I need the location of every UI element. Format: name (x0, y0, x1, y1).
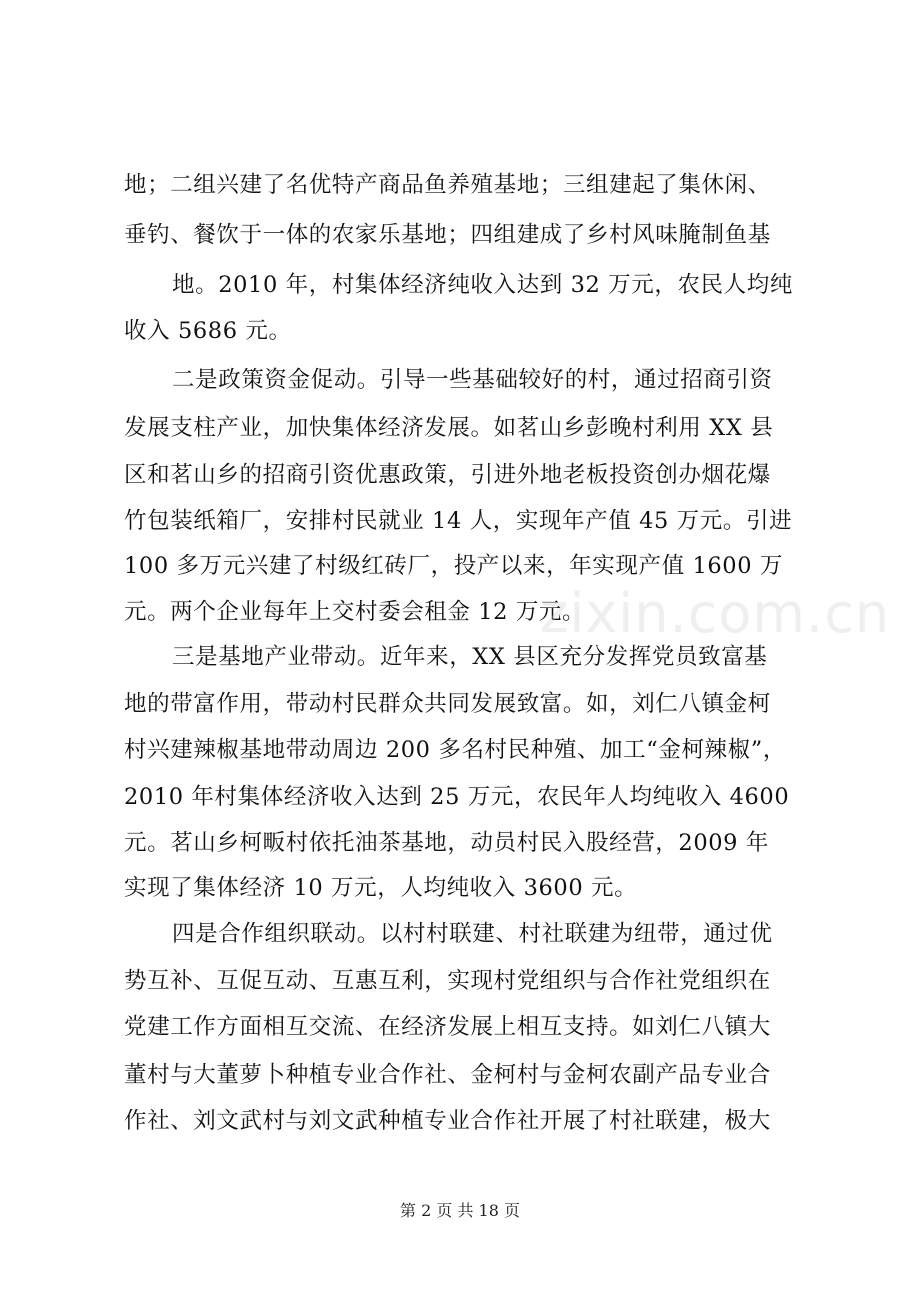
text-line: 区和茗山乡的招商引资优惠政策，引进外地老板投资创办烟花爆 (124, 462, 771, 488)
text-line: 实现了集体经济 10 万元，人均纯收入 3600 元。 (124, 875, 638, 901)
text-line: 竹包装纸箱厂，安排村民就业 14 人，实现年产值 45 万元。引进 (124, 508, 793, 534)
text-line: 董村与大董萝卜种植专业合作社、金柯村与金柯农副产品专业合 (124, 1062, 771, 1088)
text-line: 村兴建辣椒基地带动周边 200 多名村民种殖、加工“金柯辣椒”， (124, 737, 786, 763)
page-footer: 第 2 页 共 18 页 (400, 1201, 520, 1220)
text-line: 二是政策资金促动。引导一些基础较好的村，通过招商引资 (172, 367, 773, 393)
watermark: zixin.com.cn (540, 582, 891, 645)
text-line: 发展支柱产业，加快集体经济发展。如茗山乡彭晚村利用 XX 县 (124, 415, 774, 441)
text-line: 垂钓、餐饮于一体的农家乐基地；四组建成了乡村风味腌制鱼基 (124, 222, 771, 248)
text-line: 元。两个企业每年上交村委会租金 12 万元。 (124, 599, 586, 625)
text-line: 党建工作方面相互交流、在经济发展上相互支持。如刘仁八镇大 (124, 1014, 771, 1040)
text-line: 三是基地产业带动。近年来，XX 县区充分发挥党员致富基 (172, 644, 768, 670)
text-line: 地；二组兴建了名优特产商品鱼养殖基地；三组建起了集休闲、 (124, 172, 771, 198)
text-line: 收入 5686 元。 (124, 318, 292, 344)
text-line: 四是合作组织联动。以村村联建、村社联建为纽带，通过优 (172, 921, 773, 947)
text-line: 2010 年村集体经济收入达到 25 万元，农民年人均纯收入 4600 (124, 784, 790, 810)
text-line: 势互补、互促互动、互惠互利，实现村党组织与合作社党组织在 (124, 968, 771, 994)
text-line: 元。茗山乡柯畈村依托油茶基地，动员村民入股经营，2009 年 (124, 830, 769, 856)
text-line: 地的带富作用，带动村民群众共同发展致富。如，刘仁八镇金柯 (124, 691, 771, 717)
text-line: 100 多万元兴建了村级红砖厂，投产以来，年实现产值 1600 万 (124, 553, 783, 579)
text-line: 作社、刘文武村与刘文武种植专业合作社开展了村社联建，极大 (124, 1108, 771, 1134)
text-line: 地。2010 年，村集体经济纯收入达到 32 万元，农民人均纯 (172, 272, 793, 298)
